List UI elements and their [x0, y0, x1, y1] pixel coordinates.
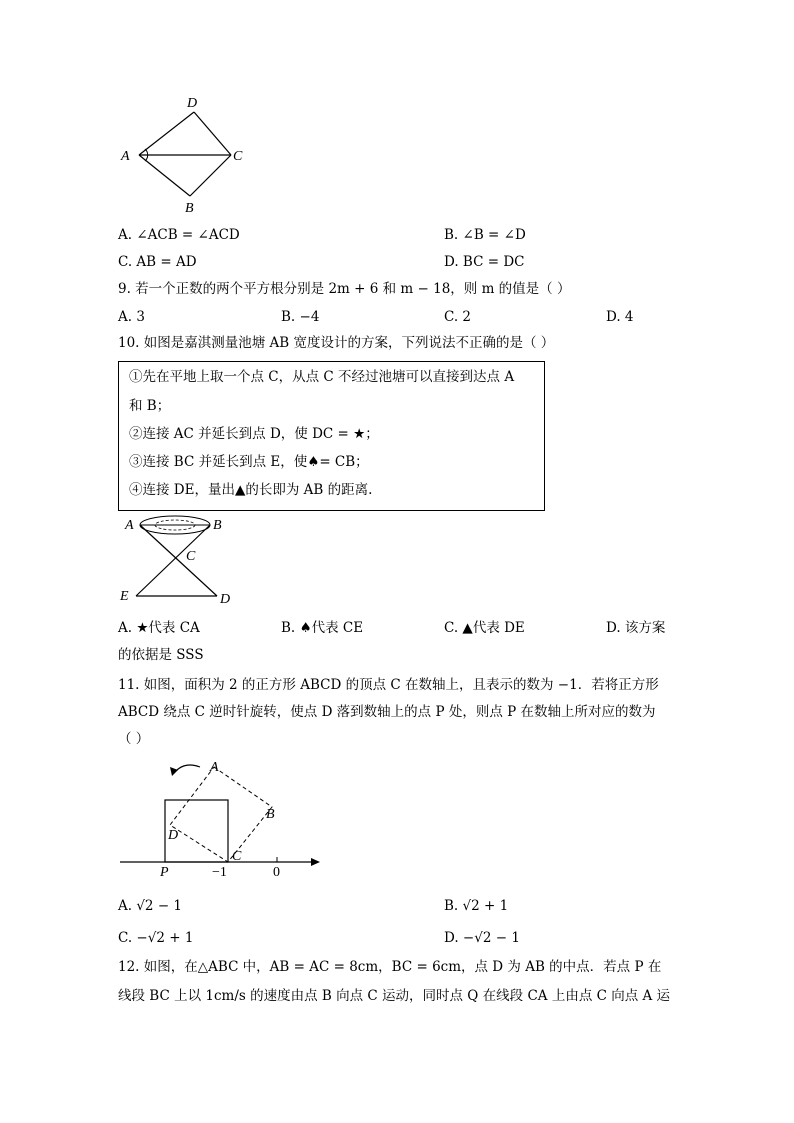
- pond-label-A: A: [125, 518, 134, 533]
- label-A: A: [121, 149, 130, 164]
- sq-label-D: D: [168, 828, 179, 843]
- pond-label-E: E: [120, 589, 129, 604]
- q10-option-d-cont: 的依据是 SSS: [118, 647, 204, 663]
- sq-label-C: C: [232, 849, 242, 864]
- q12-stem-line1: 12. 如图，在△ABC 中，AB = AC = 8cm，BC = 6cm，点 D 为 AB 的中点．若点 P 在: [118, 959, 662, 975]
- pond-label-B: B: [213, 518, 222, 533]
- q10-step-3: ③连接 BC 并延长到点 E，使♠= CB；: [129, 454, 369, 470]
- sq-label-A: A: [210, 760, 219, 775]
- q11-stem-line1: 11. 如图，面积为 2 的正方形 ABCD 的顶点 C 在数轴上，且表示的数为 −1．若将正方形: [118, 677, 659, 693]
- q11-option-d[interactable]: D. −√2 − 1: [444, 930, 520, 946]
- q8-option-a[interactable]: A. ∠ACB = ∠ACD: [118, 227, 240, 243]
- q10-option-b[interactable]: B. ♠代表 CE: [281, 620, 364, 636]
- q11-option-b[interactable]: B. √2 + 1: [444, 898, 509, 914]
- q12-stem-line2: 线段 BC 上以 1cm/s 的速度由点 B 向点 C 运动，同时点 Q 在线段 CA 上由点 C 向点 A 运: [118, 988, 671, 1004]
- q10-option-a[interactable]: A. ★代表 CA: [118, 620, 200, 636]
- q10-stem: 10. 如图是嘉淇测量池塘 AB 宽度设计的方案，下列说法不正确的是（ ）: [118, 335, 555, 351]
- pond-label-C: C: [186, 549, 196, 564]
- figure-pond: [112, 510, 242, 610]
- label-C: C: [233, 149, 243, 164]
- sq-label-zero: 0: [273, 865, 280, 880]
- q10-option-c[interactable]: C. ▲代表 DE: [444, 620, 525, 636]
- q11-stem-line2: ABCD 绕点 C 逆时针旋转，使点 D 落到数轴上的点 P 处，则点 P 在数轴上所对应的数为: [118, 704, 656, 720]
- q8-option-c[interactable]: C. AB = AD: [118, 254, 197, 270]
- q11-stem-line3: （ ）: [118, 731, 150, 747]
- q10-step-1-cont: 和 B；: [129, 398, 171, 414]
- sq-label-P: P: [160, 865, 169, 880]
- q10-option-d[interactable]: D. 该方案: [606, 620, 666, 636]
- pond-label-D: D: [220, 592, 231, 607]
- q10-step-4: ④连接 DE，量出▲的长即为 AB 的距离.: [129, 482, 373, 498]
- q11-option-a[interactable]: A. √2 − 1: [118, 898, 183, 914]
- q10-step-2: ②连接 AC 并延长到点 D，使 DC = ★；: [129, 426, 379, 442]
- sq-label-minus1: −1: [212, 865, 227, 880]
- q9-option-b[interactable]: B. −4: [281, 309, 320, 325]
- q9-stem: 9. 若一个正数的两个平方根分别是 2m + 6 和 m − 18，则 m 的值是（ ）: [118, 281, 571, 297]
- label-D: D: [187, 96, 198, 111]
- q10-step-1: ①先在平地上取一个点 C，从点 C 不经过池塘可以直接到达点 A: [129, 369, 515, 385]
- figure-kite: [110, 92, 260, 217]
- q8-option-b[interactable]: B. ∠B = ∠D: [444, 227, 526, 243]
- q9-option-c[interactable]: C. 2: [444, 309, 472, 325]
- q8-option-d[interactable]: D. BC = DC: [444, 254, 525, 270]
- q9-option-d[interactable]: D. 4: [606, 309, 634, 325]
- q11-option-c[interactable]: C. −√2 + 1: [118, 930, 194, 946]
- figure-square-rotation: [112, 755, 332, 880]
- sq-label-B: B: [266, 807, 275, 822]
- q10-method-box: [118, 361, 545, 511]
- label-B: B: [185, 201, 194, 216]
- q9-option-a[interactable]: A. 3: [118, 309, 145, 325]
